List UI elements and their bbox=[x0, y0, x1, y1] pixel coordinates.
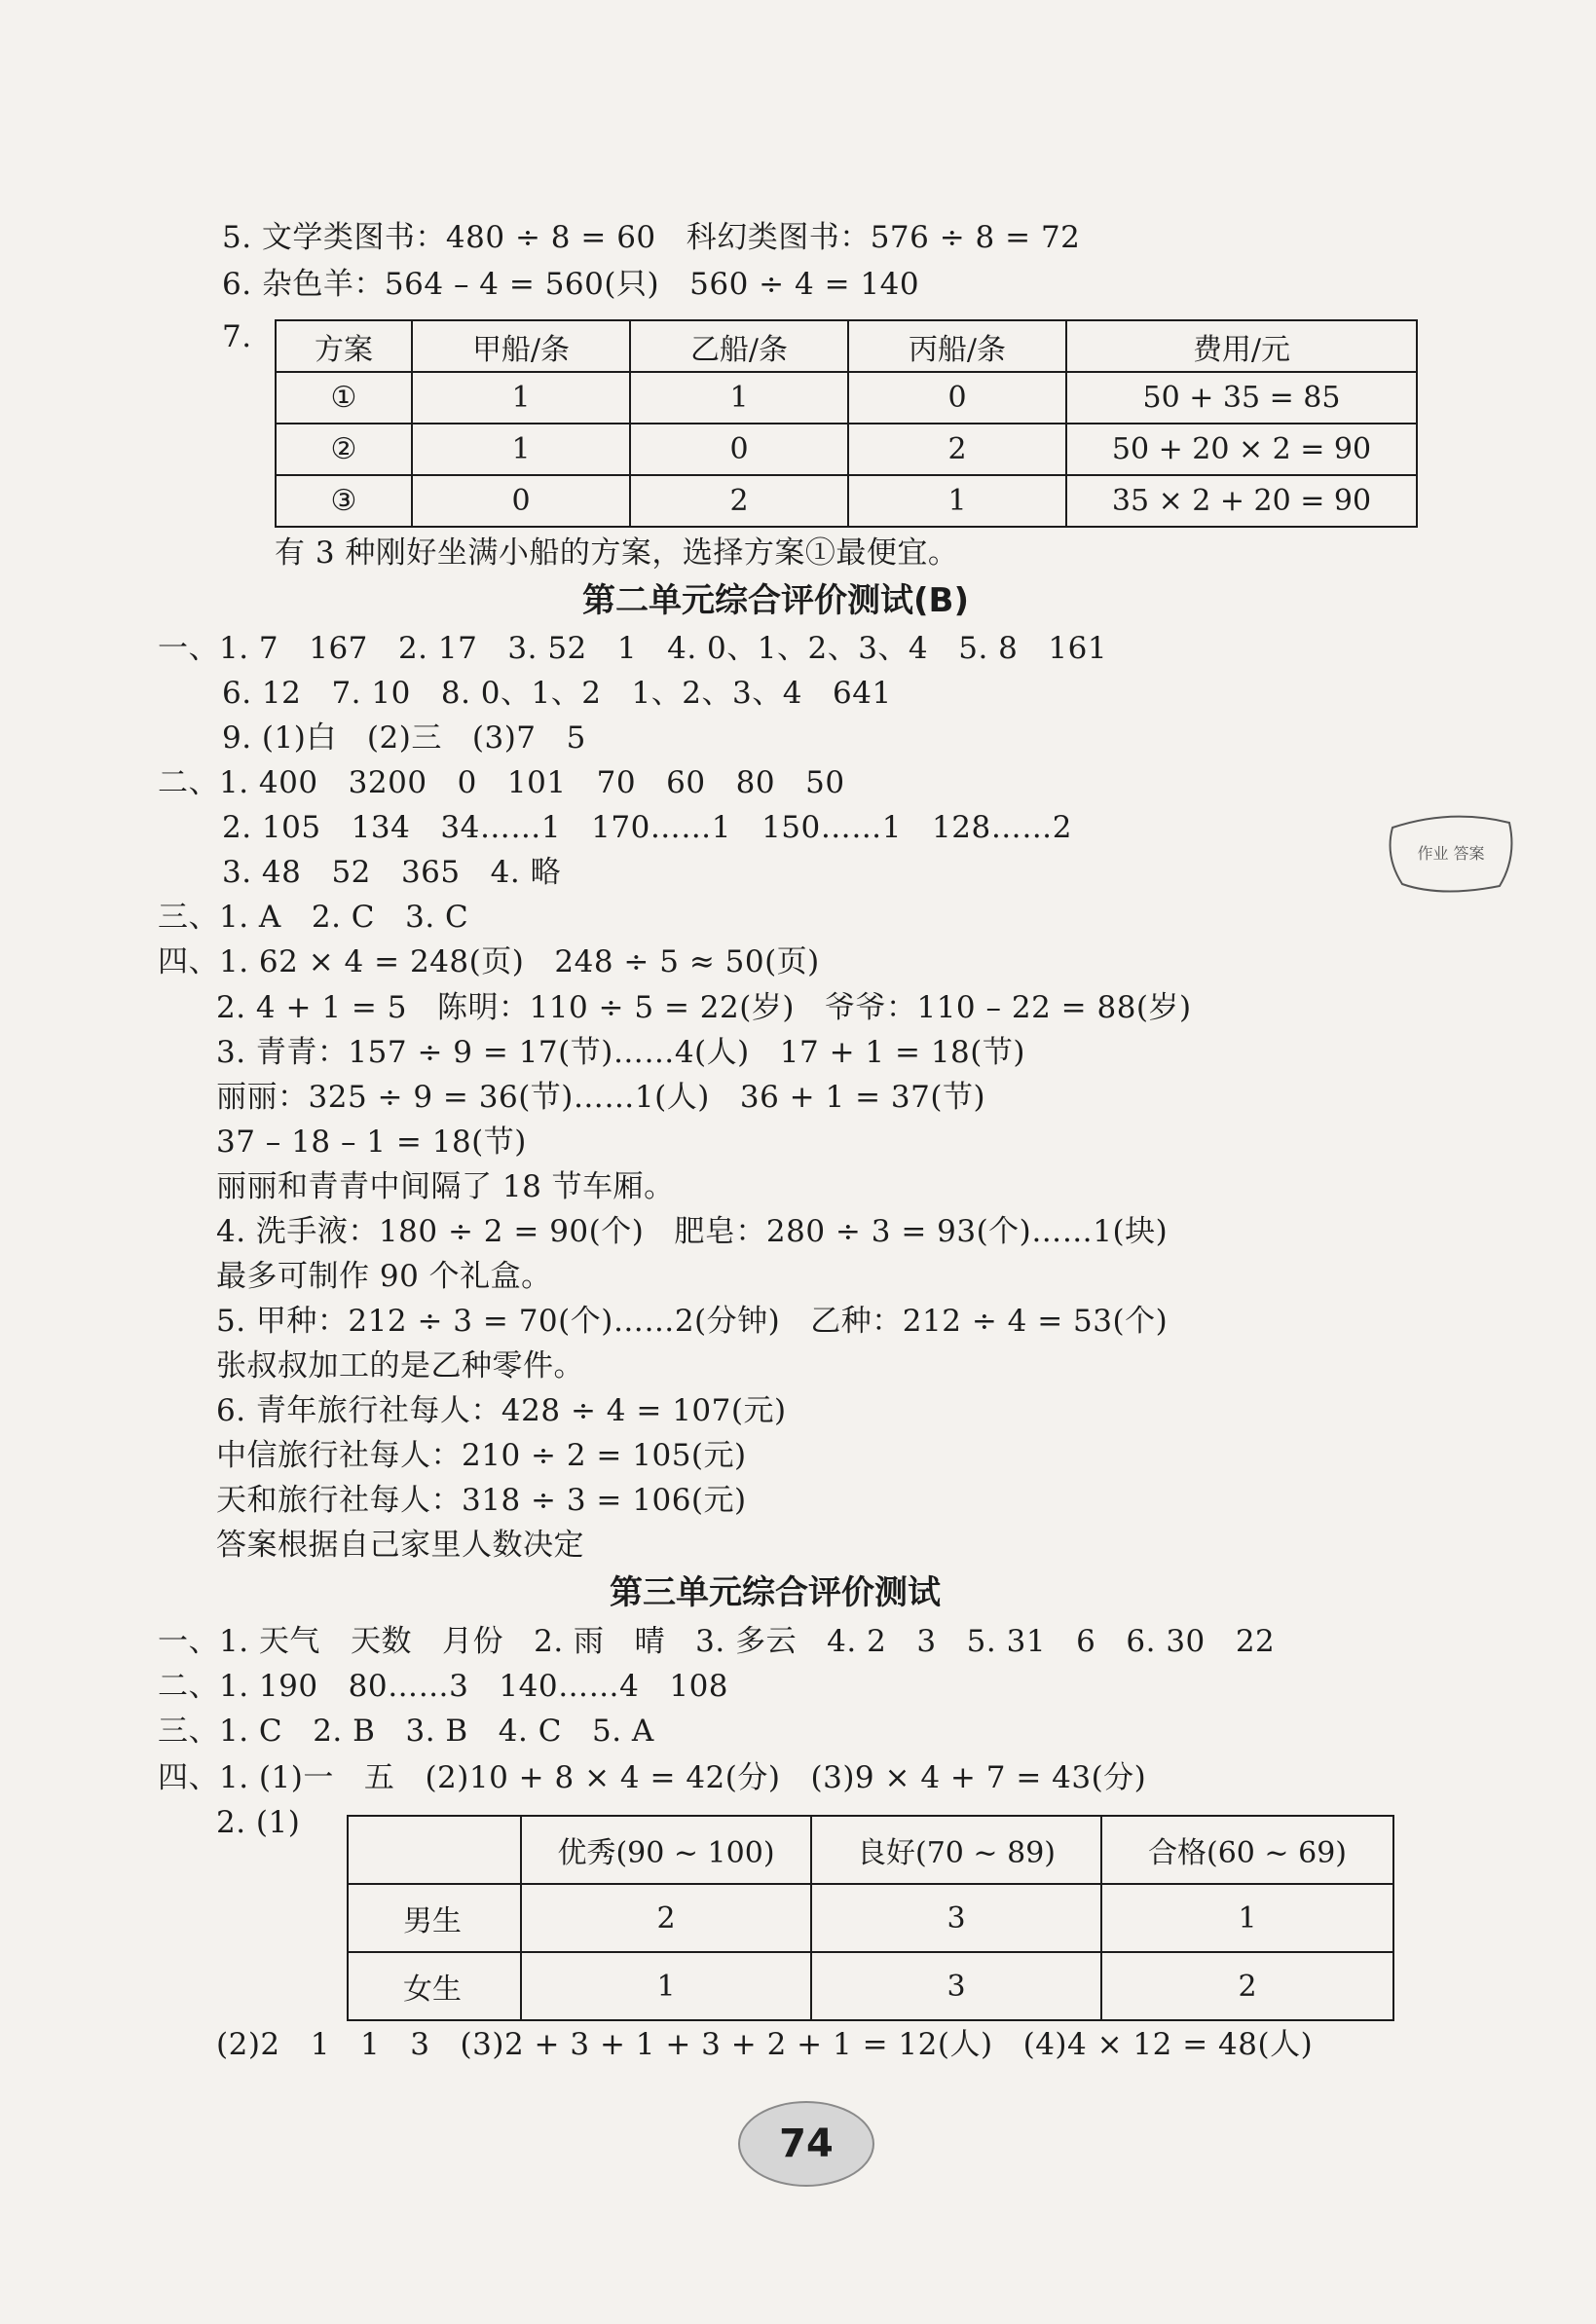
answer-line: 有 3 种刚好坐满小船的方案，选择方案①最便宜。 bbox=[275, 535, 959, 571]
answer-line: (2)2 1 1 3 (3)2 + 3 + 1 + 3 + 2 + 1 = 12(人) (4)4 × 12 = 48(人) bbox=[216, 2027, 1314, 2062]
table-cell: ③ bbox=[276, 475, 412, 527]
answer-line: 6. 青年旅行社每人：428 ÷ 4 = 107(元) bbox=[216, 1393, 787, 1428]
table-cell: 3 bbox=[811, 1952, 1101, 2020]
answer-line: 4. 洗手液：180 ÷ 2 = 90(个) 肥皂：280 ÷ 3 = 93(个)……1(块) bbox=[216, 1214, 1169, 1249]
answer-line: 7. bbox=[222, 319, 252, 354]
stamp-label: 作业 答案 bbox=[1417, 844, 1485, 863]
answer-line: 二、1. 400 3200 0 101 70 60 80 50 bbox=[158, 765, 845, 800]
answer-line: 最多可制作 90 个礼盒。 bbox=[216, 1259, 552, 1294]
answer-line: 5. 文学类图书：480 ÷ 8 = 60 科幻类图书：576 ÷ 8 = 72 bbox=[222, 220, 1081, 255]
answer-line: 四、1. 62 × 4 = 248(页) 248 ÷ 5 ≈ 50(页) bbox=[158, 944, 820, 979]
table-cell: 1 bbox=[1101, 1884, 1393, 1952]
answer-line: 2. (1) bbox=[216, 1805, 301, 1840]
table-cell: 50 + 35 = 85 bbox=[1066, 372, 1417, 424]
boat-plan-table bbox=[275, 319, 1418, 528]
table-row bbox=[348, 1952, 1393, 2020]
table-row bbox=[276, 424, 1417, 475]
score-table bbox=[347, 1815, 1394, 2021]
table-header-row bbox=[348, 1816, 1393, 1884]
table-header-row bbox=[276, 320, 1417, 372]
answer-line: 张叔叔加工的是乙种零件。 bbox=[216, 1348, 584, 1383]
section-title: 第二单元综合评价测试(B) bbox=[582, 581, 969, 620]
answer-line: 5. 甲种：212 ÷ 3 = 70(个)……2(分钟) 乙种：212 ÷ 4 = 53(个) bbox=[216, 1304, 1169, 1339]
table-cell: 2 bbox=[521, 1884, 811, 1952]
table-row bbox=[276, 475, 1417, 527]
table-row bbox=[276, 372, 1417, 424]
table-header-cell: 费用/元 bbox=[1066, 320, 1417, 372]
homework-stamp-icon bbox=[1383, 808, 1519, 896]
section-title: 第三单元综合评价测试 bbox=[610, 1573, 941, 1612]
table-cell: 2 bbox=[630, 475, 848, 527]
answer-line: 6. 12 7. 10 8. 0、1、2 1、2、3、4 641 bbox=[222, 676, 892, 711]
table-cell: 2 bbox=[1101, 1952, 1393, 2020]
answer-line: 6. 杂色羊：564 – 4 = 560(只) 560 ÷ 4 = 140 bbox=[222, 267, 920, 302]
table-cell: 1 bbox=[521, 1952, 811, 2020]
answer-line: 三、1. C 2. B 3. B 4. C 5. A bbox=[158, 1714, 654, 1749]
answer-line: 答案根据自己家里人数决定 bbox=[216, 1528, 584, 1563]
table-cell: 35 × 2 + 20 = 90 bbox=[1066, 475, 1417, 527]
table-cell: ② bbox=[276, 424, 412, 475]
table-cell: 3 bbox=[811, 1884, 1101, 1952]
table-cell: 0 bbox=[848, 372, 1066, 424]
table-header-cell bbox=[348, 1816, 521, 1884]
answer-line: 37 – 18 – 1 = 18(节) bbox=[216, 1125, 527, 1160]
table-header-cell: 良好(70 ~ 89) bbox=[811, 1816, 1101, 1884]
answer-line: 天和旅行社每人：318 ÷ 3 = 106(元) bbox=[216, 1483, 747, 1518]
table-header-cell: 甲船/条 bbox=[412, 320, 630, 372]
answer-line: 三、1. A 2. C 3. C bbox=[158, 900, 469, 935]
table-cell: 2 bbox=[848, 424, 1066, 475]
answer-line: 一、1. 天气 天数 月份 2. 雨 晴 3. 多云 4. 2 3 5. 31 6 6. 30 22 bbox=[158, 1624, 1276, 1659]
table-cell: 50 + 20 × 2 = 90 bbox=[1066, 424, 1417, 475]
answer-line: 3. 青青：157 ÷ 9 = 17(节)……4(人) 17 + 1 = 18(节) bbox=[216, 1035, 1025, 1070]
answer-line: 3. 48 52 365 4. 略 bbox=[222, 855, 562, 890]
table-cell: 男生 bbox=[348, 1884, 521, 1952]
table-cell: 1 bbox=[630, 372, 848, 424]
table-cell: ① bbox=[276, 372, 412, 424]
table-row bbox=[348, 1884, 1393, 1952]
page-number: 74 bbox=[738, 2101, 874, 2187]
table-header-cell: 丙船/条 bbox=[848, 320, 1066, 372]
table-cell: 1 bbox=[412, 424, 630, 475]
answer-line: 2. 4 + 1 = 5 陈明：110 ÷ 5 = 22(岁) 爷爷：110 – 22 = 88(岁) bbox=[216, 990, 1192, 1025]
answer-line: 一、1. 7 167 2. 17 3. 52 1 4. 0、1、2、3、4 5. 8 161 bbox=[158, 631, 1108, 666]
answer-line: 9. (1)白 (2)三 (3)7 5 bbox=[222, 720, 586, 756]
answer-line: 中信旅行社每人：210 ÷ 2 = 105(元) bbox=[216, 1438, 747, 1473]
table-header-cell: 优秀(90 ~ 100) bbox=[521, 1816, 811, 1884]
table-cell: 女生 bbox=[348, 1952, 521, 2020]
answer-line: 丽丽：325 ÷ 9 = 36(节)……1(人) 36 + 1 = 37(节) bbox=[216, 1080, 986, 1115]
answer-line: 2. 105 134 34……1 170……1 150……1 128……2 bbox=[222, 810, 1072, 845]
table-header-cell: 方案 bbox=[276, 320, 412, 372]
table-header-cell: 合格(60 ~ 69) bbox=[1101, 1816, 1393, 1884]
table-cell: 0 bbox=[630, 424, 848, 475]
answer-line: 四、1. (1)一 五 (2)10 + 8 × 4 = 42(分) (3)9 × 4 + 7 = 43(分) bbox=[158, 1760, 1147, 1795]
table-cell: 1 bbox=[848, 475, 1066, 527]
table-cell: 1 bbox=[412, 372, 630, 424]
answer-line: 二、1. 190 80……3 140……4 108 bbox=[158, 1669, 729, 1704]
answer-line: 丽丽和青青中间隔了 18 节车厢。 bbox=[216, 1169, 675, 1204]
table-header-cell: 乙船/条 bbox=[630, 320, 848, 372]
table-cell: 0 bbox=[412, 475, 630, 527]
